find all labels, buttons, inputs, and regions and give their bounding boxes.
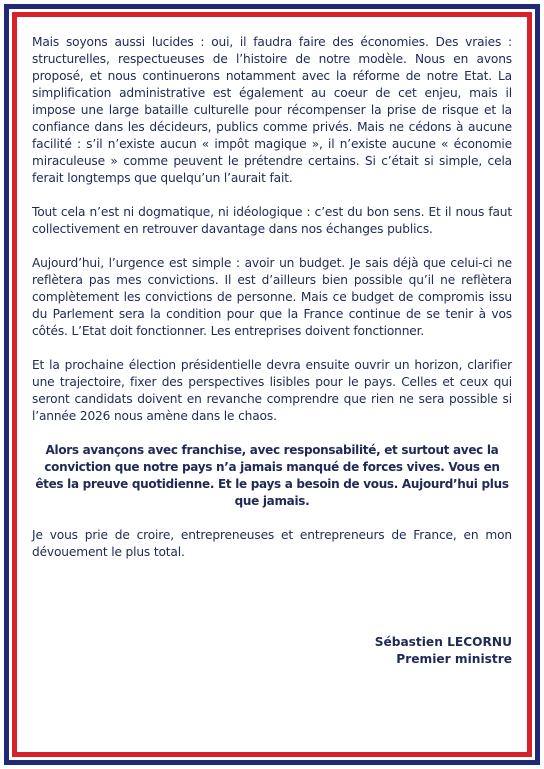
paragraph-economies: Mais soyons aussi lucides : oui, il faudra faire des économies. Des vraies : structurelles, respectueuses de l’histoire de notre modèle. Nous en avons proposé, et nous continuerons notamment avec la réforme de notre Etat. La simplification administrative est également au coeur de cet enjeu, mais il impose une large bataille culturelle pour récompenser la prise de risque et la confiance dans les décideurs, publics comme privés. Mais ne cédons à aucune facilité : s’il n’existe aucun « impôt magique », il n’existe aucune « économie miraculeuse » comme peuvent le prétendre certains. Si c’était si simple, cela ferait longtemps que quelqu’un l’aurait fait. [32, 35, 512, 185]
signature-name: Sébastien LECORNU [374, 635, 512, 649]
letter-body [32, 34, 512, 578]
paragraph-conviction: Alors avançons avec franchise, avec responsabilité, et surtout avec la conviction que notre pays n’a jamais manqué de forces vives. Vous en êtes la preuve quotidienne. Et le pays a besoin de vous. Aujourd’hui plus que jamais. [35, 443, 509, 508]
paragraph-election: Et la prochaine élection présidentielle devra ensuite ouvrir un horizon, clarifier une trajectoire, fixer des perspectives lisibles pour le pays. Celles et ceux qui seront candidats doivent en revanche comprendre que rien ne sera possible si l’année 2026 nous amène dans le chaos. [32, 358, 512, 423]
paragraph-closing: Je vous prie de croire, entrepreneuses et entrepreneurs de France, en mon dévouement le plus total. [32, 528, 512, 559]
paragraph-budget: Aujourd’hui, l’urgence est simple : avoir un budget. Je sais déjà que celui-ci ne reflètera pas mes convictions. Il est d’ailleurs bien possible qu’il ne reflètera complètement les convictions de personne. Mais ce budget de compromis issu du Parlement sera la condition pour que la France continue de se tenir à vos côtés. L’Etat doit fonctionner. Les entreprises doivent fonctionner. [32, 256, 512, 338]
paragraph-bon-sens: Tout cela n’est ni dogmatique, ni idéologique : c’est du bon sens. Et il nous faut collectivement en retrouver davantage dans nos échanges publics. [32, 205, 512, 236]
signature-title: Premier ministre [396, 652, 512, 666]
signature-block [375, 634, 512, 668]
